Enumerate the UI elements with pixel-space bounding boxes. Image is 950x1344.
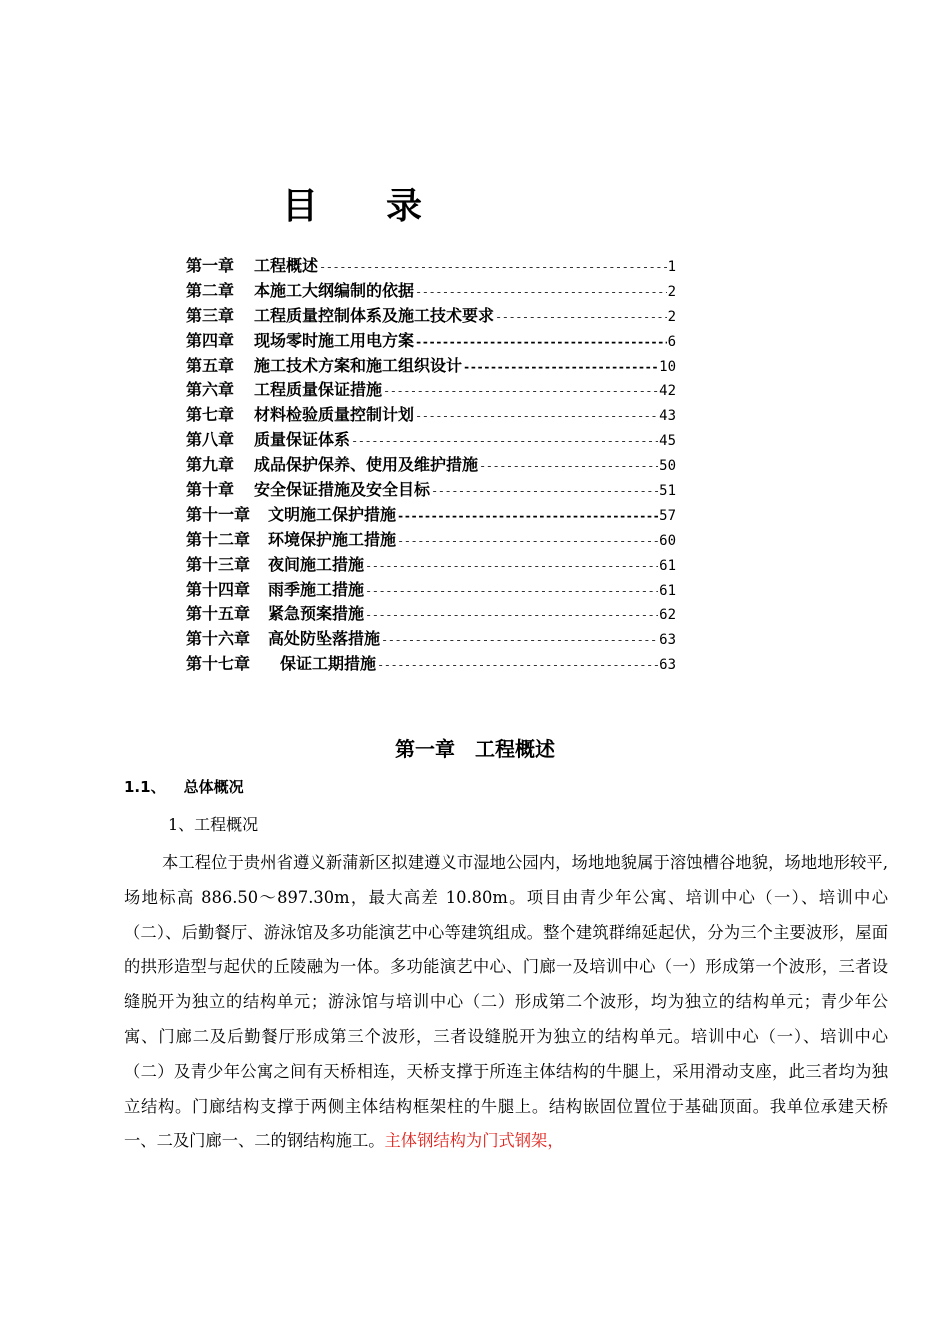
toc-chapter-number: 第十五章: [186, 604, 251, 624]
toc-entry[interactable]: [186, 353, 676, 378]
toc-entry-label: [186, 527, 396, 550]
toc-chapter-title: 环境保护施工措施: [268, 529, 397, 549]
toc-entry[interactable]: [186, 452, 676, 477]
toc-leader: [377, 658, 658, 672]
toc-title-char-1: 目: [282, 185, 319, 227]
section-title: 总体概况: [183, 778, 244, 796]
toc-chapter-title: 雨季施工措施: [268, 579, 365, 599]
toc-leader: [397, 534, 658, 548]
toc-entry-label: [186, 477, 430, 500]
toc-entry[interactable]: [186, 651, 676, 676]
toc-chapter-number: 第二章: [186, 280, 235, 300]
toc-chapter-number: 第十三章: [186, 554, 251, 574]
toc-chapter-number: 第十章: [186, 480, 235, 500]
toc-leader: [415, 335, 667, 349]
toc-chapter-number: 第十六章: [186, 629, 251, 649]
toc-chapter-title: 工程质量保证措施: [254, 380, 383, 400]
section-heading: [124, 776, 244, 797]
toc-page-number: 63: [659, 632, 676, 649]
toc-chapter-title: 安全保证措施及安全目标: [254, 480, 431, 500]
toc-leader: [495, 310, 667, 324]
toc-chapter-number: 第三章: [186, 305, 235, 325]
toc-page-number: 45: [659, 433, 676, 450]
toc-leader: [383, 384, 658, 398]
toc-leader: [319, 260, 667, 274]
toc-leader: [351, 434, 658, 448]
toc-entry-label: [186, 303, 494, 326]
toc-entry[interactable]: [186, 402, 676, 427]
toc-chapter-number: 第六章: [186, 380, 235, 400]
toc-title-char-2: 录: [385, 185, 422, 227]
toc-entry-label: [186, 601, 364, 624]
toc-chapter-title: 现场零时施工用电方案: [254, 330, 415, 350]
toc-chapter-title: 紧急预案措施: [268, 604, 365, 624]
toc-chapter-number: 第七章: [186, 405, 235, 425]
section-number: 1.1、: [124, 778, 166, 796]
toc-entry[interactable]: [186, 502, 676, 527]
chapter-heading: 第一章 工程概述: [395, 737, 555, 761]
toc-page-number: 10: [659, 358, 676, 375]
toc-page-number: 57: [659, 507, 676, 524]
subsection-heading: 1、工程概况: [168, 815, 259, 834]
toc-entry-label: [186, 402, 414, 425]
toc-entry-label: [186, 577, 364, 600]
project-overview-paragraph: [124, 846, 888, 1159]
toc-entry[interactable]: [186, 527, 676, 552]
toc-chapter-title: 本施工大纲编制的依据: [254, 280, 415, 300]
toc-page-number: 1: [667, 259, 676, 275]
toc-entry-label: [186, 427, 350, 450]
toc-chapter-title: 工程质量控制体系及施工技术要求: [254, 305, 495, 325]
toc-leader: [397, 509, 658, 523]
paragraph-highlight-text: 主体钢结构为门式钢架，: [384, 1131, 564, 1151]
toc-chapter-number: 第十一章: [186, 504, 251, 524]
toc-page-number: 51: [659, 483, 676, 500]
toc-entry-label: [186, 552, 364, 575]
toc-entry-label: [186, 353, 462, 376]
toc-chapter-title: 材料检验质量控制计划: [254, 405, 415, 425]
toc-entry-label: [186, 278, 414, 301]
toc-chapter-title: 保证工期措施: [280, 654, 377, 674]
toc-chapter-number: 第十二章: [186, 529, 251, 549]
toc-page-number: 50: [659, 458, 676, 475]
toc-entry[interactable]: [186, 328, 676, 353]
toc-page-number: 2: [667, 308, 676, 325]
toc-leader: [365, 608, 658, 622]
toc-entry[interactable]: [186, 577, 676, 602]
toc-title: [282, 178, 422, 228]
toc-entry[interactable]: [186, 253, 676, 278]
paragraph-text: 本工程位于贵州省遵义新蒲新区拟建遵义市湿地公园内，场地地貌属于溶蚀槽谷地貌，场地地形较平,场地标高 886.50～897.30m，最大高差 10.80m。项目由青少年公寓、培训中心（一）、培训中心（二）、后勤餐厅、游泳馆及多功能演艺中心等建筑组成。整个建筑群绵延起伏，分为三个主要波形，屋面的拱形造型与起伏的丘陵融为一体。多功能演艺中心、门廊一及培训中心（一）形成第一个波形，三者设缝脱开为独立的结构单元；游泳馆与培训中心（二）形成第二个波形，均为独立的结构单元；青少年公寓、门廊二及后勤餐厅形成第三个波形，三者设缝脱开为独立的结构单元。培训中心（一）、培训中心（二）及青少年公寓之间有天桥相连，天桥支撑于所连主体结构的牛腿上，采用滑动支座，此三者均为独立结构。门廊结构支撑于两侧主体结构框架柱的牛腿上。结构嵌固位置位于基础顶面。我单位承建天桥一、二及门廊一、二的钢结构施工。: [124, 853, 888, 1151]
toc-chapter-number: 第十七章: [186, 654, 251, 674]
toc-entry-label: [186, 626, 380, 649]
toc-entry-label: [186, 651, 376, 674]
toc-entry[interactable]: [186, 626, 676, 651]
toc-page-number: 63: [659, 657, 676, 674]
toc-entry-label: [186, 502, 396, 525]
toc-leader: [415, 409, 658, 423]
toc-chapter-title: 施工技术方案和施工组织设计: [254, 355, 463, 375]
toc-leader: [463, 360, 658, 374]
toc-page-number: 6: [667, 333, 676, 350]
toc-entry[interactable]: [186, 303, 676, 328]
toc-leader: [381, 633, 658, 647]
toc-chapter-title: 工程概述: [254, 256, 319, 275]
toc-chapter-number: 第四章: [186, 330, 235, 350]
toc-chapter-title: 成品保护保养、使用及维护措施: [254, 455, 479, 475]
toc-entry-label: [186, 253, 318, 276]
toc-chapter-title: 文明施工保护措施: [268, 504, 397, 524]
toc-leader: [415, 285, 667, 299]
toc-chapter-number: 第八章: [186, 430, 235, 450]
toc-page-number: 61: [659, 557, 676, 574]
toc-chapter-title: 质量保证体系: [254, 430, 351, 450]
toc-page-number: 2: [667, 283, 676, 300]
toc-entry[interactable]: [186, 278, 676, 303]
toc-chapter-number: 第十四章: [186, 579, 251, 599]
toc-page-number: 61: [659, 582, 676, 599]
toc-page-number: 42: [659, 383, 676, 400]
table-of-contents: [186, 253, 676, 676]
toc-chapter-number: 第一章: [186, 256, 235, 275]
toc-leader: [365, 559, 658, 573]
toc-leader: [365, 584, 658, 598]
toc-entry[interactable]: [186, 552, 676, 577]
toc-entry[interactable]: [186, 377, 676, 402]
toc-page-number: 43: [659, 408, 676, 425]
toc-chapter-title: 夜间施工措施: [268, 554, 365, 574]
toc-leader: [479, 459, 658, 473]
toc-entry[interactable]: [186, 477, 676, 502]
toc-entry[interactable]: [186, 427, 676, 452]
toc-entry-label: [186, 452, 478, 475]
toc-chapter-number: 第九章: [186, 455, 235, 475]
toc-leader: [431, 484, 658, 498]
toc-page-number: 62: [659, 607, 676, 624]
toc-entry[interactable]: [186, 601, 676, 626]
toc-chapter-title: 高处防坠落措施: [268, 629, 381, 649]
toc-chapter-number: 第五章: [186, 355, 235, 375]
toc-entry-label: [186, 328, 414, 351]
toc-page-number: 60: [659, 532, 676, 549]
toc-entry-label: [186, 377, 382, 400]
